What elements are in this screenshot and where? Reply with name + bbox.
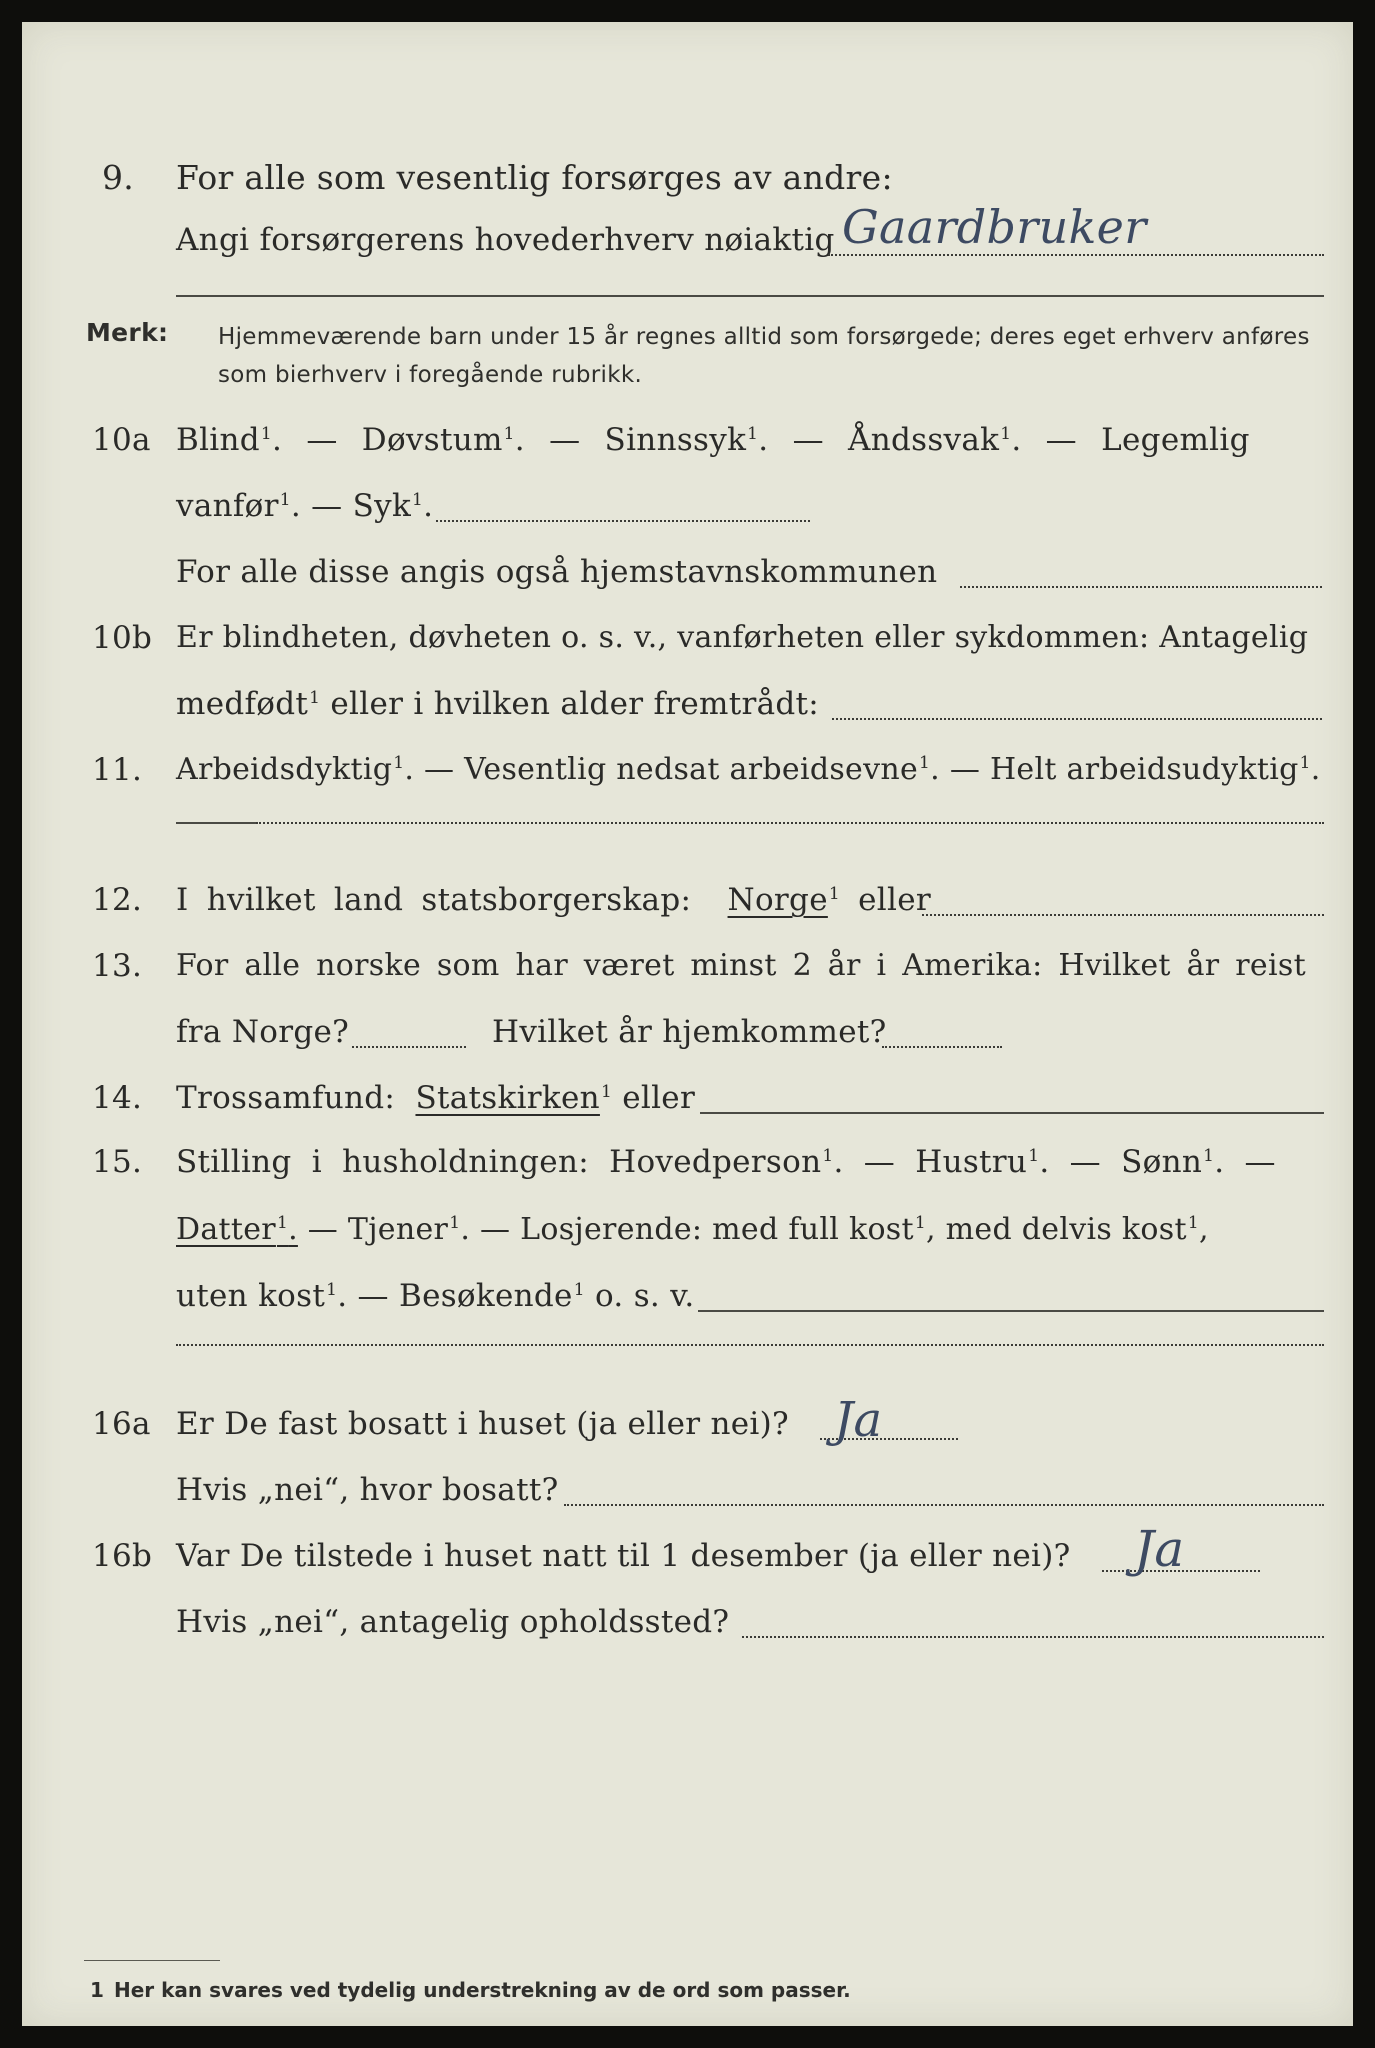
question-12-text: I hvilket land statsborgerskap: Norge$^1$ eller (176, 882, 931, 918)
note-label: Merk: (86, 318, 169, 347)
underlined-datter: Datter$^1$. (176, 1212, 298, 1247)
footnote-text: Her kan svares ved tydelig understrekning av de ord som passer. (114, 1978, 851, 2002)
question-number: 16a (92, 1406, 151, 1442)
question-15 (22, 1144, 1353, 1188)
question-number: 10b (92, 620, 153, 656)
question-number: 14. (92, 1080, 143, 1116)
question-10b-line1: Er blindheten, døvheten o. s. v., vanførheten eller sykdommen: Antagelig (176, 620, 1309, 655)
question-10b (22, 620, 1353, 664)
question-number: 16b (92, 1538, 153, 1574)
year-returned-line[interactable] (882, 1046, 1002, 1048)
question-10a-line1: Blind$^1$. — Døvstum$^1$. — Sinnssyk$^1$. — Åndssvak$^1$. — Legemlig (176, 422, 1250, 458)
question-10a (22, 422, 1353, 466)
answer-line[interactable] (564, 1504, 1324, 1506)
question-16b (22, 1520, 1353, 1582)
question-15-line2: Datter$^1$. — Tjener$^1$. — Losjerende: med full kost$^1$, med delvis kost$^1$, (176, 1212, 1209, 1247)
handwritten-answer: Ja (1134, 1520, 1185, 1578)
question-16a-line1: Er De fast bosatt i huset (ja eller nei)? (176, 1406, 789, 1442)
answer-line[interactable] (832, 718, 1322, 720)
question-number: 10a (92, 422, 151, 458)
year-left-line[interactable] (352, 1046, 466, 1048)
question-10a-line2-row (22, 488, 1353, 532)
question-number: 15. (92, 1144, 143, 1180)
question-16b-line2-row (22, 1604, 1353, 1648)
question-11-text: Arbeidsdyktig$^1$. — Vesentlig nedsat arbeidsevne$^1$. — Helt arbeidsudyktig$^1$. (176, 752, 1321, 787)
question-10a-line2: vanfør$^1$. — Syk$^1$. (176, 488, 434, 524)
question-16a-line2: Hvis „nei“, hvor bosatt? (176, 1472, 559, 1508)
question-10b-line2-row (22, 686, 1353, 730)
question-9 (22, 158, 1353, 202)
note (22, 318, 1353, 398)
answer-line[interactable] (256, 822, 1324, 824)
question-15-line3: uten kost$^1$. — Besøkende$^1$ o. s. v. (176, 1278, 695, 1314)
handwritten-answer: Ja (834, 1392, 883, 1448)
question-10a-line3: For alle disse angis også hjemstavnskommunen (176, 554, 938, 590)
answer-line-start (176, 822, 256, 824)
handwritten-answer: Gaardbruker (842, 200, 1147, 254)
question-9-line1: For alle som vesentlig forsørges av andre: (176, 158, 893, 197)
note-text: Hjemmeværende barn under 15 år regnes alltid som forsørgede; deres eget erhverv anføres som bierhverv i foregående rubrikk. (218, 324, 1310, 388)
question-number: 12. (92, 882, 143, 918)
answer-line[interactable] (922, 914, 1324, 916)
question-number: 13. (92, 948, 143, 984)
question-12 (22, 882, 1353, 926)
footnote (90, 1978, 851, 2002)
underlined-statskirken: Statskirken (415, 1080, 600, 1116)
question-16a (22, 1392, 1353, 1450)
answer-line[interactable] (176, 1344, 1324, 1346)
question-14-text: Trossamfund: Statskirken$^1$ eller (176, 1080, 696, 1116)
answer-line[interactable] (176, 295, 1324, 297)
question-16b-line2: Hvis „nei“, antagelig opholdssted? (176, 1604, 730, 1640)
question-13-line1: For alle norske som har været minst 2 år i Amerika: Hvilket år reist (176, 948, 1306, 983)
answer-line[interactable] (700, 1112, 1324, 1114)
question-number: 9. (102, 158, 135, 197)
question-14 (22, 1080, 1353, 1124)
footnote-marker: 1 (90, 1978, 104, 2002)
question-16a-line2-row (22, 1472, 1353, 1516)
answer-line[interactable] (960, 586, 1322, 588)
question-11 (22, 752, 1353, 796)
footnote-rule (84, 1960, 220, 1961)
answer-line[interactable] (436, 520, 810, 522)
question-15-line1: Stilling i husholdningen: Hovedperson$^1$. — Hustru$^1$. — Sønn$^1$. — (176, 1144, 1276, 1180)
question-15-line3-row (22, 1278, 1353, 1322)
question-13 (22, 948, 1353, 992)
question-13-line2b: Hvilket år hjemkommet? (492, 1014, 887, 1050)
answer-line[interactable] (828, 254, 1324, 256)
census-form-page (22, 22, 1353, 2026)
answer-line[interactable] (698, 1310, 1324, 1312)
question-10b-line2: medfødt$^1$ eller i hvilken alder fremtrådt: (176, 686, 820, 722)
underlined-norge: Norge (727, 882, 828, 918)
question-10a-line3-row (22, 554, 1353, 598)
answer-line[interactable] (742, 1636, 1324, 1638)
question-15-line2-row (22, 1212, 1353, 1256)
question-16b-line1: Var De tilstede i huset natt til 1 desember (ja eller nei)? (176, 1538, 1071, 1574)
question-number: 11. (92, 752, 143, 788)
question-13-line2-row (22, 1014, 1353, 1058)
question-9-line2: Angi forsørgerens hovederhverv nøiaktig (176, 222, 835, 258)
question-13-line2a: fra Norge? (176, 1014, 350, 1050)
question-9-answer-row (22, 200, 1353, 266)
